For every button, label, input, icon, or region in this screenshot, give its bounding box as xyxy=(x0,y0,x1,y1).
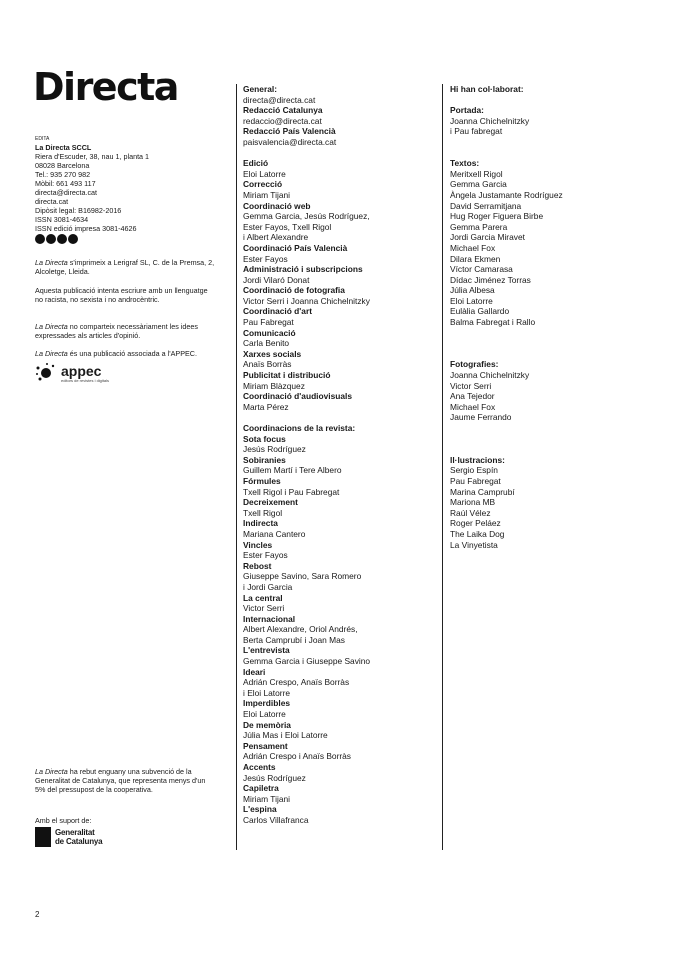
credit-name: i Jordi Garcia xyxy=(243,581,293,592)
spacer xyxy=(450,148,650,159)
contributors-column xyxy=(450,84,650,550)
credit-name: La Vinyetista xyxy=(450,539,498,550)
credit-name: Jesús Rodríguez xyxy=(243,772,306,783)
publisher-line: Tel.: 935 270 982 xyxy=(35,170,91,179)
by-icon xyxy=(46,234,56,244)
credit-name: Michael Fox xyxy=(450,401,496,412)
credit-name: Ester Fayos, Txell Rigol xyxy=(243,221,332,232)
publisher-name: La Directa SCCL xyxy=(35,143,92,152)
publisher-lines xyxy=(35,152,215,233)
credit-name: Pau Fabregat xyxy=(243,317,294,328)
credit-heading: General: xyxy=(243,84,277,94)
credit-name: Júlia Albesa xyxy=(450,285,495,296)
credit-name: Guillem Martí i Tere Albero xyxy=(243,465,342,476)
credit-heading: Rebost xyxy=(243,560,272,571)
nd-icon xyxy=(68,234,78,244)
credit-name: Marta Pérez xyxy=(243,401,289,412)
credit-name: directa@directa.cat xyxy=(243,94,316,105)
credit-heading: Correcció xyxy=(243,179,283,190)
credit-name: Joanna Chichelnitzky xyxy=(450,115,530,126)
credit-name: Victor Serri i Joanna Chichelnitzky xyxy=(243,295,370,306)
publisher-line: ISSN 3081-4634 xyxy=(35,215,89,224)
publisher-line: directa.cat xyxy=(35,197,69,206)
credit-name: Miriam Tijani xyxy=(243,793,290,804)
credit-heading: Fotografies: xyxy=(450,359,499,370)
credit-name: Victor Serri xyxy=(450,380,492,391)
credit-name: Albert Alexandre, Oriol Andrés, xyxy=(243,624,358,635)
credit-heading: Administració i subscripcions xyxy=(243,264,363,275)
note-text: s'imprimeix a Lerigraf SL, C. de la Premsa, 2, Alcoletge, Lleida. xyxy=(35,258,215,276)
credit-name: Ana Tejedor xyxy=(450,391,495,402)
credit-heading: De memòria xyxy=(243,719,291,730)
publisher-line: 08028 Barcelona xyxy=(35,161,90,170)
spacer xyxy=(243,412,438,423)
credit-name: Victor Serri xyxy=(243,603,285,614)
credit-heading: Redacció País Valencià xyxy=(243,126,336,137)
publisher-line: directa@directa.cat xyxy=(35,188,98,197)
credit-heading: Pensament xyxy=(243,740,288,751)
nc-icon xyxy=(57,234,67,244)
credit-name: Ester Fayos xyxy=(243,550,288,561)
credit-name: Hug Roger Figuera Birbe xyxy=(450,211,544,222)
credit-name: Gemma Parera xyxy=(450,221,508,232)
credit-name: i Albert Alexandre xyxy=(243,232,309,243)
credit-name: Carla Benito xyxy=(243,338,290,349)
credit-name: Miriam Blàzquez xyxy=(243,380,305,391)
credit-name: Adrián Crespo i Anaïs Borràs xyxy=(243,751,351,762)
credit-name: Giuseppe Savino, Sara Romero xyxy=(243,571,362,582)
note-em: La Directa xyxy=(35,258,68,267)
credit-heading: Capiletra xyxy=(243,783,279,794)
generalitat-line1: Generalitat xyxy=(55,828,95,837)
creative-commons-icons xyxy=(35,234,78,244)
credit-heading: L'entrevista xyxy=(243,645,290,656)
credit-heading: Accents xyxy=(243,762,276,772)
credit-name: Meritxell Rigol xyxy=(450,168,503,179)
credit-name: Dídac Jiménez Torras xyxy=(450,274,531,285)
note-text: ha rebut enguany una subvenció de la Generalitat de Catalunya, que representa menys d'un 5% del pressupost de la cooperativa. xyxy=(35,767,206,794)
credit-name: i Eloi Latorre xyxy=(243,687,291,698)
column-divider xyxy=(442,84,443,850)
language-note: Aquesta publicació intenta escriure amb un llenguatge no racista, no sexista i no androcèntric. xyxy=(35,286,208,304)
credit-heading: Xarxes socials xyxy=(243,348,302,359)
credit-name: Eulàlia Gallardo xyxy=(450,306,510,317)
spacer xyxy=(450,434,650,445)
credit-name: David Serramitjana xyxy=(450,200,522,211)
appec-mark-icon xyxy=(35,362,57,384)
credit-heading: Indirecta xyxy=(243,518,278,529)
note-em: La Directa xyxy=(35,349,68,358)
credit-heading: Portada: xyxy=(450,105,484,116)
publisher-line: Mòbil: 661 493 117 xyxy=(35,179,96,188)
credit-name: Carlos Villafranca xyxy=(243,814,309,825)
credit-name: Eloi Latorre xyxy=(243,168,286,179)
spacer xyxy=(243,148,438,159)
publisher-info xyxy=(35,136,215,233)
subsidy-note xyxy=(35,767,215,794)
staff-column xyxy=(243,84,438,826)
credit-heading: Il·lustracions: xyxy=(450,454,505,465)
credit-heading: Fórmules xyxy=(243,475,281,486)
credit-name: Jaume Ferrando xyxy=(450,412,512,423)
credit-name: Eloi Latorre xyxy=(243,709,286,720)
support-label: Amb el suport de: xyxy=(35,816,92,825)
page-number: 2 xyxy=(35,910,40,919)
spacer xyxy=(450,423,650,434)
credit-name: Ester Fayos xyxy=(243,253,288,264)
column-divider xyxy=(236,84,237,850)
credit-name: Txell Rigol i Pau Fabregat xyxy=(243,486,340,497)
appec-note xyxy=(35,349,215,358)
credit-heading: Coordinació País Valencià xyxy=(243,242,348,253)
appec-name: appec xyxy=(61,362,102,379)
note-em: La Directa xyxy=(35,767,68,776)
opinion-note xyxy=(35,322,215,340)
credit-name: Joanna Chichelnitzky xyxy=(450,370,530,381)
credit-name: Mariana Cantero xyxy=(243,528,306,539)
note-text: no comparteix necessàriament les idees expressades als articles d'opinió. xyxy=(35,322,199,340)
spacer xyxy=(450,95,650,106)
credit-heading: Internacional xyxy=(243,613,296,624)
credit-name: Àngela Justamante Rodríguez xyxy=(450,189,563,200)
credit-name: Raúl Vélez xyxy=(450,507,491,518)
credit-heading: Textos: xyxy=(450,158,480,169)
credit-heading: Coordinació d'audiovisuals xyxy=(243,391,353,402)
generalitat-line2: de Catalunya xyxy=(55,837,103,846)
credit-heading: Coordinació de fotografia xyxy=(243,285,345,296)
credit-name: Pau Fabregat xyxy=(450,475,501,486)
credit-name: Miriam Tijani xyxy=(243,189,290,200)
credit-name: Víctor Camarasa xyxy=(450,264,513,275)
credit-name: Dilara Ekmen xyxy=(450,253,501,264)
credit-name: Roger Peláez xyxy=(450,518,501,529)
printer-note xyxy=(35,258,215,276)
spacer xyxy=(450,338,650,349)
credit-name: Marina Camprubí xyxy=(450,486,515,497)
spacer xyxy=(450,349,650,360)
credit-heading: Coordinació web xyxy=(243,200,311,211)
credit-name: Gemma Garcia i Giuseppe Savino xyxy=(243,656,371,667)
credit-heading: Vincles xyxy=(243,539,273,550)
edita-tag: EDITA xyxy=(35,136,50,142)
credit-heading: L'espina xyxy=(243,804,277,815)
credit-heading: Ideari xyxy=(243,666,266,677)
directa-logo: Directa xyxy=(33,65,178,109)
credit-heading: Hi han col·laborat: xyxy=(450,84,524,94)
publisher-line: ISSN edició impresa 3081-4626 xyxy=(35,224,137,233)
credit-name: The Laika Dog xyxy=(450,528,505,539)
credit-heading: Publicitat i distribució xyxy=(243,370,331,381)
spacer xyxy=(450,328,650,339)
credit-heading: Coordinacions de la revista: xyxy=(243,423,356,433)
generalitat-logo xyxy=(35,827,102,847)
credit-name: paisvalencia@directa.cat xyxy=(243,136,337,147)
note-text: és una publicació associada a l'APPEC. xyxy=(67,349,197,358)
credit-heading: La central xyxy=(243,592,283,603)
publisher-line: Dipòsit legal: B16982-2016 xyxy=(35,206,122,215)
credit-heading: Edició xyxy=(243,158,269,169)
credit-name: Júlia Mas i Eloi Latorre xyxy=(243,730,328,741)
credit-name: Berta Camprubí i Joan Mas xyxy=(243,634,345,645)
spacer xyxy=(450,137,650,148)
credit-heading: Coordinació d'art xyxy=(243,306,312,317)
credit-name: Balma Fabregat i Rallo xyxy=(450,317,536,328)
credit-name: Jesús Rodríguez xyxy=(243,444,306,455)
credit-name: Mariona MB xyxy=(450,497,496,508)
credit-heading: Sota focus xyxy=(243,433,286,444)
credit-name: i Pau fabregat xyxy=(450,126,503,137)
credit-name: Jordi Garcia Miravet xyxy=(450,232,525,243)
spacer xyxy=(450,444,650,455)
credit-heading: Decreixement xyxy=(243,497,298,508)
appec-logo xyxy=(35,362,109,384)
generalitat-mark-icon xyxy=(35,827,51,847)
credit-name: Gemma Garcia xyxy=(450,179,507,190)
credit-heading: Redacció Catalunya xyxy=(243,105,323,116)
credit-name: Txell Rigol xyxy=(243,507,283,518)
credit-name: Anaïs Borràs xyxy=(243,359,292,370)
credit-name: Eloi Latorre xyxy=(450,295,493,306)
credit-heading: Imperdibles xyxy=(243,698,291,709)
credit-heading: Sobiranies xyxy=(243,454,286,465)
credit-name: Gemma Garcia, Jesús Rodríguez, xyxy=(243,211,370,222)
credit-heading: Comunicació xyxy=(243,327,296,338)
cc-icon xyxy=(35,234,45,244)
note-em: La Directa xyxy=(35,322,68,331)
credit-name: redaccio@directa.cat xyxy=(243,115,322,126)
credit-name: Adrián Crespo, Anaïs Borràs xyxy=(243,677,350,688)
credit-name: Sergio Espín xyxy=(450,465,498,476)
appec-subtitle: editors de revistes i digitals xyxy=(61,377,110,383)
credit-name: Michael Fox xyxy=(450,242,496,253)
credit-name: Jordi Vilaró Donat xyxy=(243,274,310,285)
publisher-line: Riera d'Escuder, 38, nau 1, planta 1 xyxy=(35,152,150,161)
